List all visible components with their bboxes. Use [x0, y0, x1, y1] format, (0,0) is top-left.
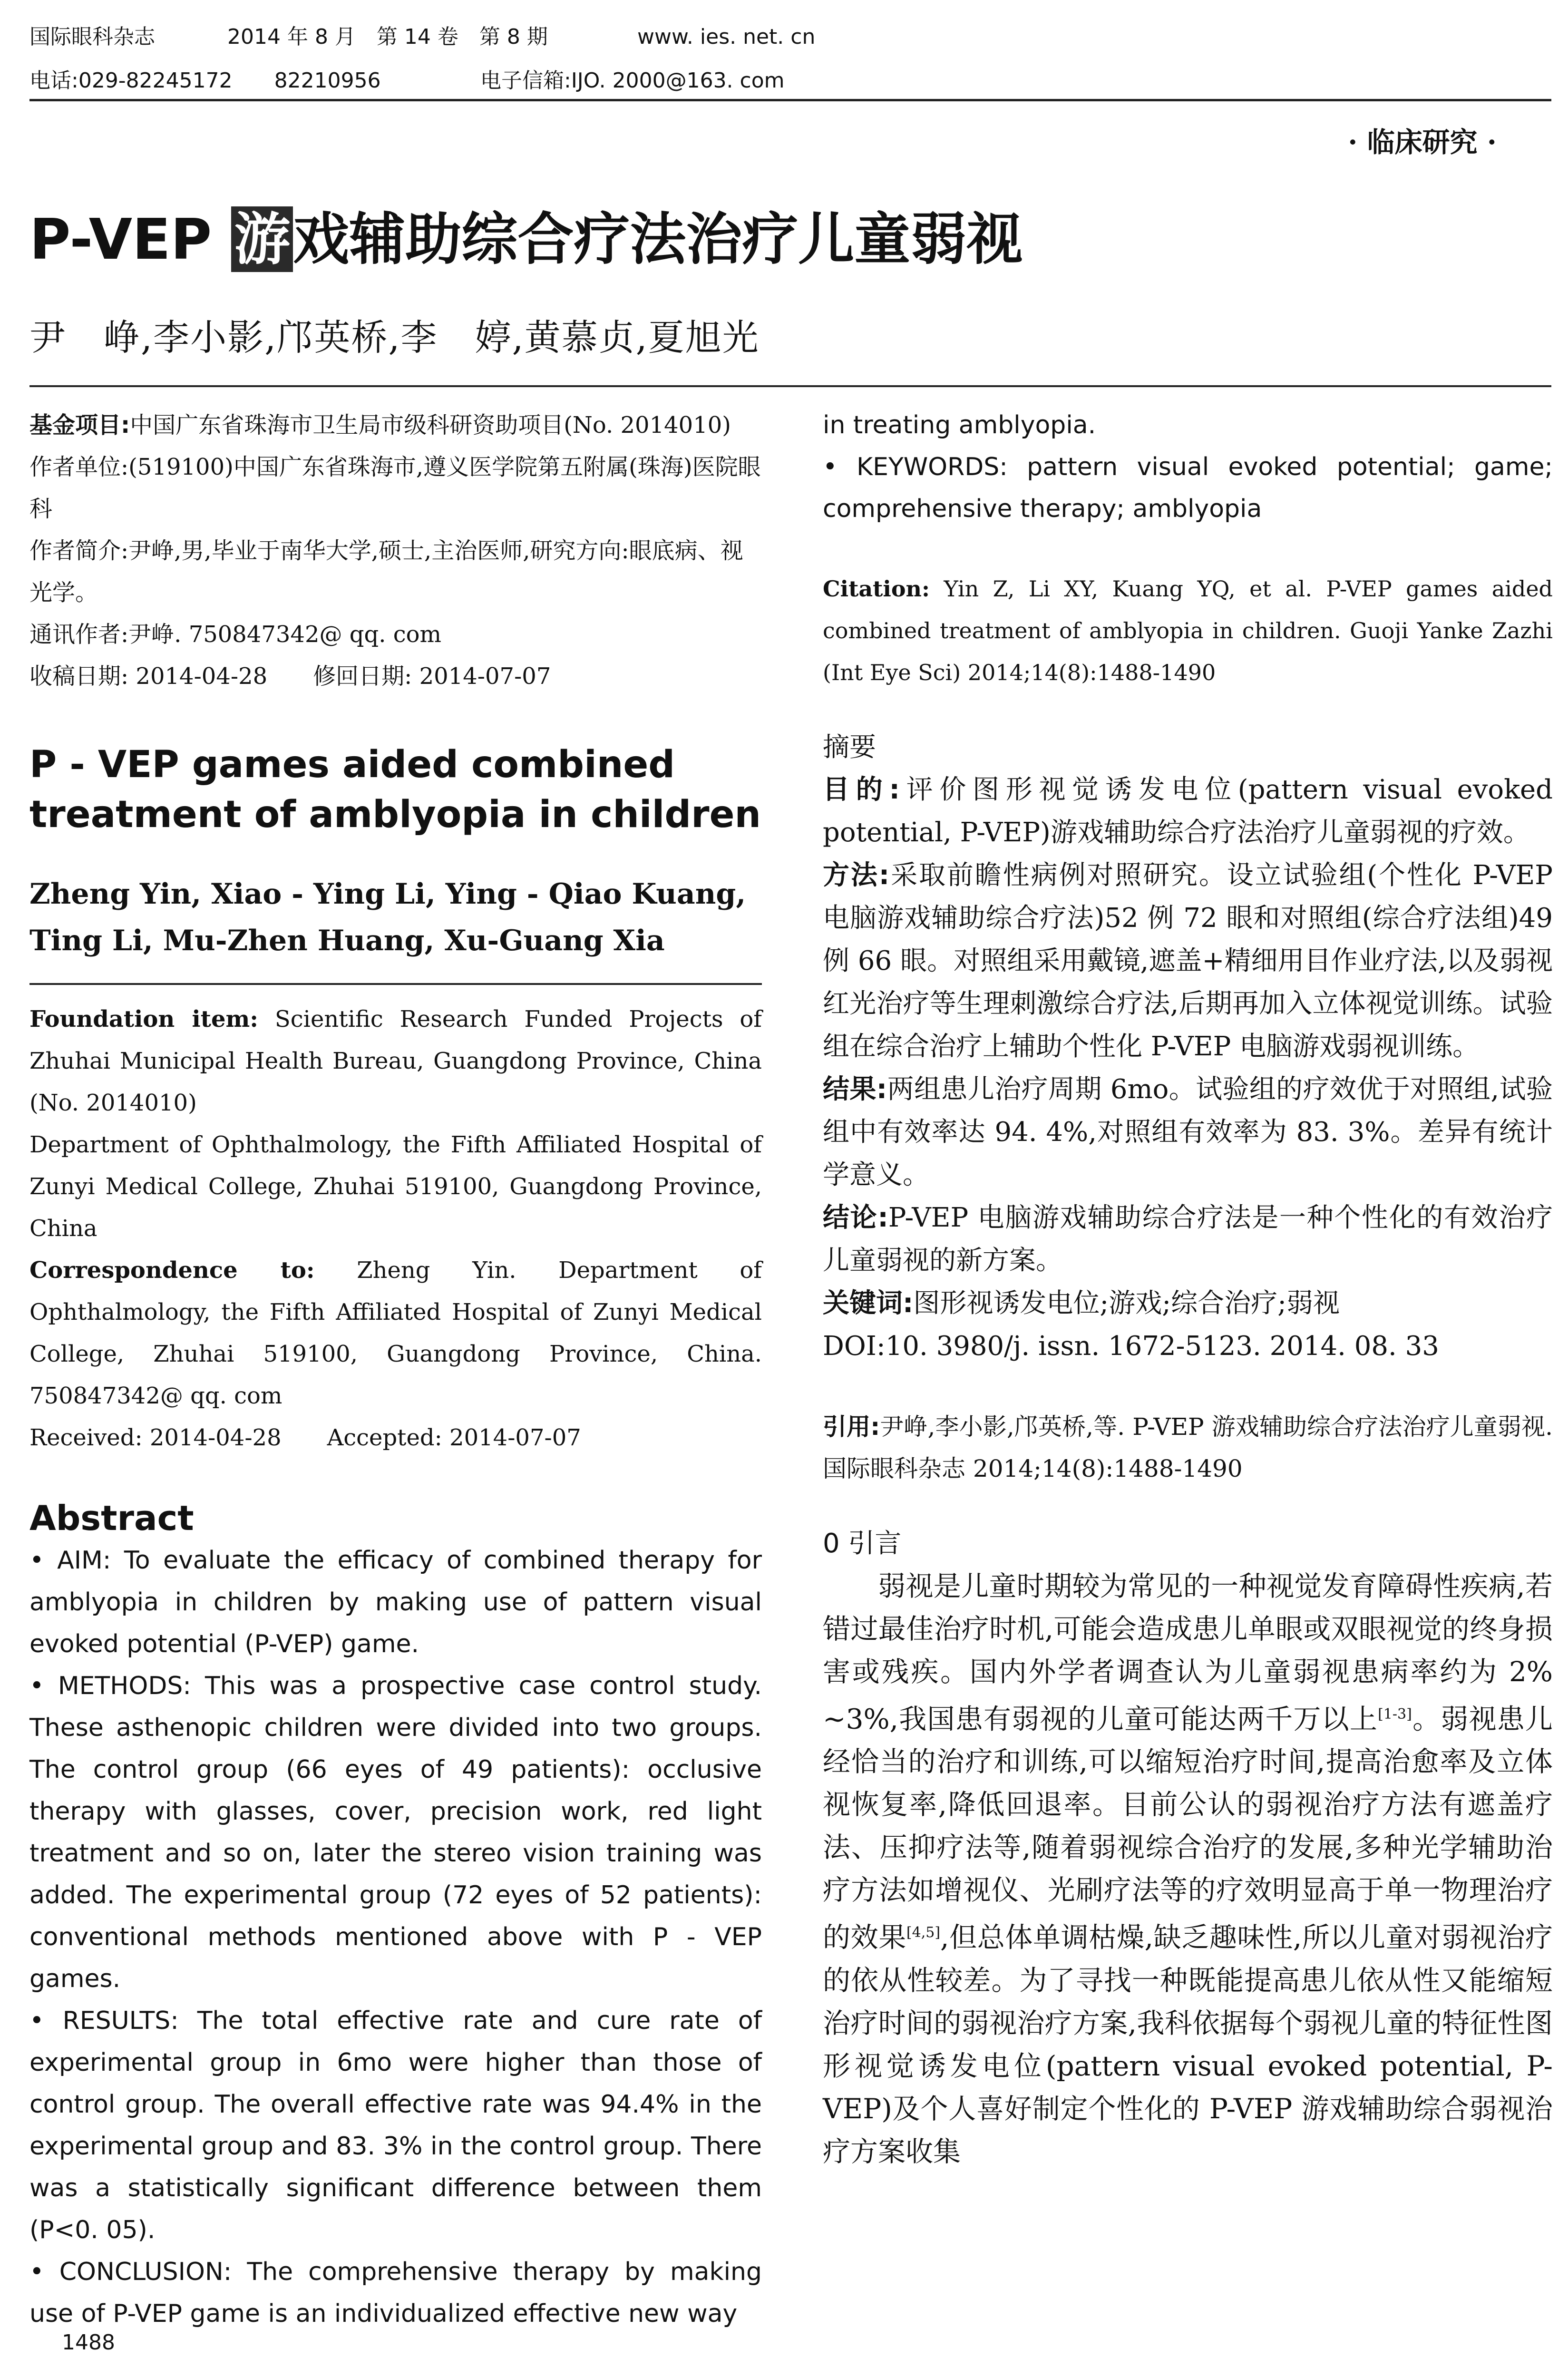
cn-meta-affiliation: 作者单位:(519100)中国广东省珠海市,遵义医学院第五附属(珠海)医院眼科	[29, 454, 761, 522]
issue-info: 2014 年 8 月 第 14 卷 第 8 期	[227, 25, 548, 49]
en-citation: Citation: Yin Z, Li XY, Kuang YQ, et al. P-VEP games aided combined treatment of amblyopia in children. Guoji Yanke Zazhi (Int Eye Sci) 2014;14(8):1488-1490	[823, 576, 1553, 685]
header-rule	[29, 99, 1551, 101]
en-correspondence: Correspondence to: Zheng Yin. Department of Ophthalmology, the Fifth Affiliated Hospital of Zunyi Medical College, Zhuhai 519100, Guangdong Province, China. 750847342@ qq. com	[29, 1257, 762, 1409]
cn-abstract	[823, 769, 1553, 1368]
ref-4-5: [4,5]	[906, 1924, 941, 1941]
title-highlight: 游	[231, 206, 293, 272]
en-author-rule	[29, 983, 762, 985]
title-part2: 戏辅助综合疗法治疗儿童弱视	[293, 206, 1023, 272]
phone-info: 电话:029-82245172 82210956	[29, 68, 381, 93]
abstract-conclusion: • CONCLUSION: The comprehensive therapy by making use of P-VEP game is an individualized effective new way	[29, 2258, 762, 2328]
cn-methods: 方法:采取前瞻性病例对照研究。设立试验组(个性化 P-VEP 电脑游戏辅助综合疗法)52 例 72 眼和对照组(综合疗法组)49 例 66 眼。对照组采用戴镜,遮盖+精细用目作业疗法,以及弱视红光治疗等生理刺激综合疗法,后期再加入立体视觉训练。试验组在综合治疗上辅助个性化 P-VEP 电脑游戏弱视训练。	[823, 860, 1553, 1062]
abstract-continued	[823, 404, 1553, 530]
page-title	[29, 204, 1023, 275]
cn-meta	[29, 404, 762, 697]
en-meta	[29, 998, 762, 1459]
en-foundation: Foundation item: Scientific Research Funded Projects of Zhuhai Municipal Health Bureau, Guangdong Province, China (No. 2014010)	[29, 1006, 762, 1116]
cn-aim: 目的:评价图形视觉诱发电位(pattern visual evoked potential, P-VEP)游戏辅助综合疗法治疗儿童弱视的疗效。	[823, 774, 1553, 848]
right-column	[823, 404, 1553, 2173]
cn-keywords: 关键词:图形视诱发电位;游戏;综合治疗;弱视	[823, 1288, 1340, 1319]
english-title: P - VEP games aided combined treatment of amblyopia in children	[29, 743, 761, 836]
abstract-conclusion-cont: in treating amblyopia.	[823, 411, 1096, 439]
abstract-body	[29, 1539, 762, 2335]
author-list: 尹 峥,李小影,邝英桥,李 婷,黄慕贞,夏旭光	[29, 316, 760, 359]
cn-results: 结果:两组患儿治疗周期 6mo。试验组的疗效优于对照组,试验组中有效率达 94. 4%,对照组有效率为 83. 3%。差异有统计学意义。	[823, 1074, 1553, 1190]
left-column	[29, 404, 762, 2335]
en-department: Department of Ophthalmology, the Fifth Affiliated Hospital of Zunyi Medical College, Zhuhai 519100, Guangdong Province, China	[29, 1131, 762, 1242]
abstract-keywords: • KEYWORDS: pattern visual evoked potential; game; comprehensive therapy; amblyopia	[823, 453, 1553, 523]
cn-meta-dates: 收稿日期: 2014-04-28 修回日期: 2014-07-07	[29, 663, 551, 690]
intro-paragraph: 弱视是儿童时期较为常见的一种视觉发育障碍性疾病,若错过最佳治疗时机,可能会造成患儿单眼或双眼视觉的终身损害或残疾。国内外学者调查认为儿童弱视患病率约为 2% ~3%,我国患有弱视的儿童可能达两千万以上[1-3]。弱视患儿经恰当的治疗和训练,可以缩短治疗时间,提高治愈率及立体视恢复率,降低回退率。目前公认的弱视治疗方法有遮盖疗法、压抑疗法等,随着弱视综合治疗的发展,多种光学辅助治疗方法如增视仪、光刷疗法等的疗效明显高于单一物理治疗的效果[4,5],但总体单调枯燥,缺乏趣味性,所以儿童对弱视治疗的依从性较差。为了寻找一种既能提高患儿依从性又能缩短治疗时间的弱视治疗方案,我科依据每个弱视儿童的特征性图形视觉诱发电位(pattern visual evoked potential, P-VEP)及个人喜好制定个性化的 P-VEP 游戏辅助综合弱视治疗方案收集	[823, 1570, 1553, 2168]
abstract-results: • RESULTS: The total effective rate and cure rate of experimental group in 6mo were higher than those of control group. The overall effective rate was 94.4% in the experimental group and 83. 3% in the control group. There was a statistically significant difference between them (P<0. 05).	[29, 2007, 762, 2244]
journal-name: 国际眼科杂志	[29, 25, 155, 49]
cn-doi: DOI:10. 3980/j. issn. 1672-5123. 2014. 08. 33	[823, 1331, 1439, 1362]
cn-conclusion: 结论:P-VEP 电脑游戏辅助综合疗法是一种个性化的有效治疗儿童弱视的新方案。	[823, 1202, 1553, 1276]
title-rule	[29, 385, 1551, 387]
en-dates: Received: 2014-04-28 Accepted: 2014-07-07	[29, 1424, 581, 1451]
ref-1-3: [1-3]	[1378, 1706, 1412, 1723]
cn-meta-correspondence: 通讯作者:尹峥. 750847342@ qq. com	[29, 621, 442, 648]
cn-abstract-heading: 摘要	[823, 732, 876, 763]
abstract-aim: • AIM: To evaluate the efficacy of combined therapy for amblyopia in children by making use of pattern visual evoked potential (P-VEP) game.	[29, 1546, 762, 1658]
english-authors: Zheng Yin, Xiao - Ying Li, Ying - Qiao Kuang, Ting Li, Mu-Zhen Huang, Xu-Guang Xia	[29, 877, 746, 957]
cn-meta-foundation: 基金项目:中国广东省珠海市卫生局市级科研资助项目(No. 2014010)	[29, 412, 731, 438]
journal-website: www. ies. net. cn	[637, 25, 816, 49]
title-part1: P-VEP	[29, 206, 232, 272]
cn-citation: 引用:尹峥,李小影,邝英桥,等. P-VEP 游戏辅助综合疗法治疗儿童弱视. 国际眼科杂志 2014;14(8):1488-1490	[823, 1413, 1553, 1482]
email-info: 电子信箱:IJO. 2000@163. com	[480, 68, 785, 93]
page-number: 1488	[62, 2330, 115, 2355]
section-label: · 临床研究 ·	[1348, 126, 1497, 158]
intro-heading: 0 引言	[823, 1528, 902, 1559]
abstract-methods: • METHODS: This was a prospective case control study. These asthenopic children were divided into two groups. The control group (66 eyes of 49 patients): occlusive therapy with glasses, cover, precision work, red light treatment and so on, later the stereo vision training was added. The experimental group (72 eyes of 52 patients): conventional methods mentioned above with P - VEP games.	[29, 1672, 762, 1993]
abstract-heading: Abstract	[29, 1498, 194, 1538]
cn-meta-author-bio: 作者简介:尹峥,男,毕业于南华大学,硕士,主治医师,研究方向:眼底病、视光学。	[29, 537, 743, 606]
